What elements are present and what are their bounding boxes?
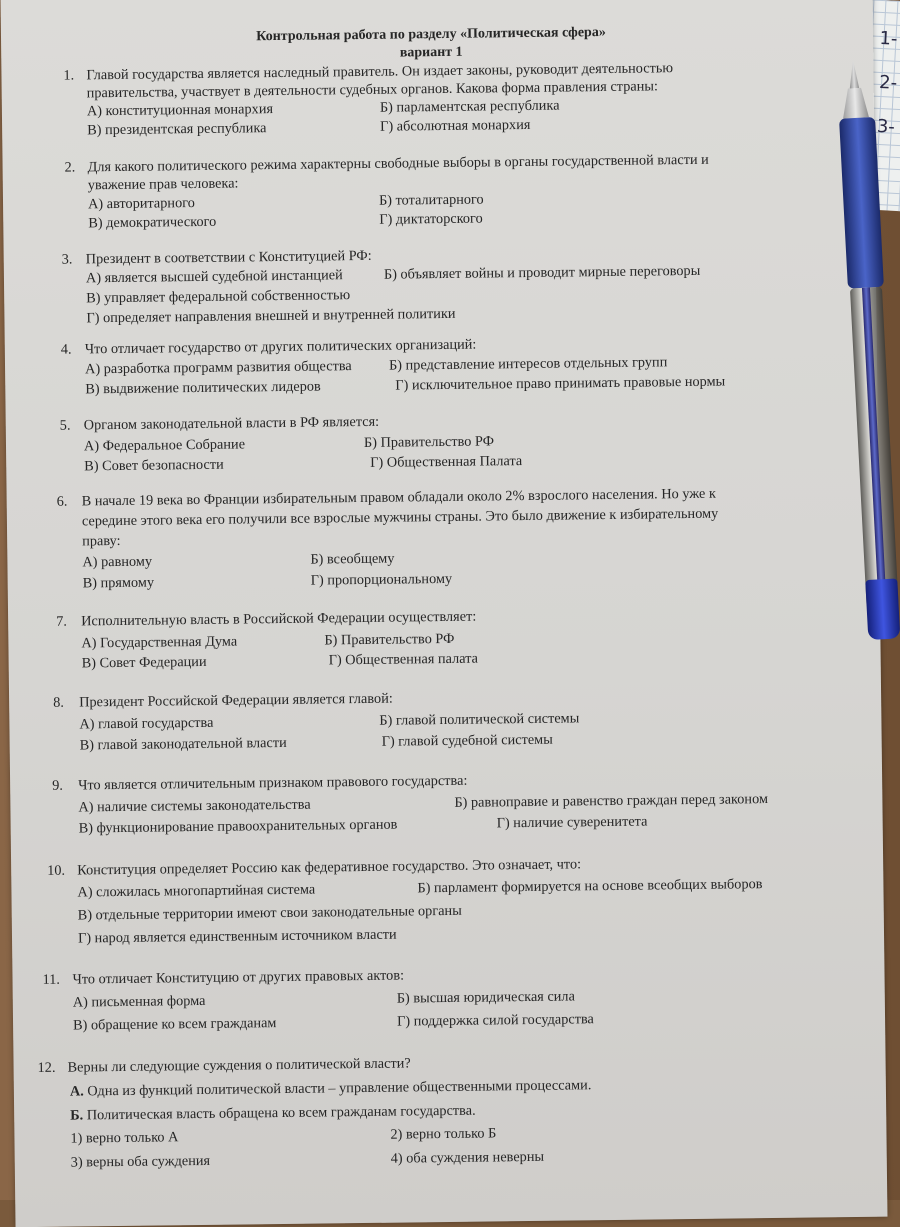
- option-d: Г) поддержка силой государства: [396, 1011, 594, 1030]
- question-text: Исполнительную власть в Российской Федерации осуществляет:: [81, 608, 477, 630]
- option-a: А) является высшей судебной инстанцией: [85, 267, 343, 287]
- question-text: Что отличает государство от других политических организаций:: [84, 336, 477, 358]
- question-number: 3.: [61, 251, 73, 268]
- question-number: 9.: [52, 777, 63, 794]
- option-3: 3) верны оба суждения: [70, 1152, 211, 1171]
- question-number: 5.: [59, 417, 71, 434]
- option-d: Г) пропорциональному: [310, 570, 453, 589]
- judgement-a-letter: А.: [69, 1083, 84, 1100]
- option-b: Б) Правительство РФ: [363, 433, 495, 451]
- option-a: А) разработка программ развития общества: [84, 358, 352, 378]
- question-text: Конституция определяет Россию как федеративное государство. Это означает, что:: [77, 856, 582, 879]
- option-c: В) обращение ко всем гражданам: [72, 1015, 277, 1034]
- page-title: Контрольная работа по разделу «Политическая сфера»: [256, 24, 606, 45]
- test-sheet: [1, 0, 888, 1227]
- pen-tip: [848, 60, 860, 90]
- option-d: Г) наличие суверенитета: [496, 813, 648, 832]
- grid-mark-3: 3-: [876, 115, 896, 138]
- option-b: Б) главой политической системы: [379, 710, 580, 729]
- question-number: 4.: [60, 341, 72, 358]
- option-4: 4) оба суждения неверны: [390, 1148, 545, 1167]
- option-a: А) конституционная монархия: [86, 101, 274, 120]
- question-text: Органом законодательной власти в РФ является:: [83, 413, 380, 434]
- option-b: Б) объявляет войны и проводит мирные переговоры: [383, 262, 701, 283]
- option-c: В) управляет федеральной собственностью: [86, 287, 351, 307]
- option-b: Б) равноправие и равенство граждан перед законом: [454, 791, 769, 811]
- option-d: Г) исключительное право принимать правовые нормы: [395, 373, 726, 394]
- question-text: Главой государства является наследный правитель. Он издает законы, руководит деятельностью: [86, 60, 674, 84]
- question-number: 7.: [56, 613, 67, 630]
- judgement-a: [70, 1076, 592, 1100]
- question-text: Что является отличительным признаком правового государства:: [78, 772, 468, 794]
- option-a: А) Государственная Дума: [81, 633, 238, 652]
- question-number: 11.: [42, 971, 60, 988]
- pen-end-cap: [865, 578, 900, 640]
- question-text: В начале 19 века во Франции избирательным правом обладали около 2% взрослого населения. Но уже к: [81, 485, 716, 510]
- question-text: Для какого политического режима характерны свободные выборы в органы государственной власти и: [87, 151, 709, 176]
- option-c: В) выдвижение политических лидеров: [85, 378, 321, 398]
- option-1: 1) верно только А: [70, 1129, 179, 1147]
- question-text: Верны ли следующие суждения о политической власти?: [67, 1055, 411, 1076]
- option-d: Г) Общественная Палата: [370, 453, 523, 471]
- question-text: правительства, участвует в деятельности судебных органов. Какова форма правления страны:: [86, 78, 658, 102]
- option-c: В) Совет Федерации: [81, 653, 207, 672]
- option-d: Г) абсолютная монархия: [380, 116, 531, 135]
- option-d: Г) главой судебной системы: [381, 731, 553, 750]
- option-b: Б) Правительство РФ: [324, 630, 455, 649]
- question-text: уважение прав человека:: [87, 175, 239, 194]
- grid-mark-2: 2-: [878, 71, 898, 94]
- option-b: Б) представление интересов отдельных групп: [388, 354, 668, 374]
- option-c: В) функционирование правоохранительных органов: [78, 816, 398, 837]
- judgement-a-text: Одна из функций политической власти – управление общественными процессами.: [87, 1077, 592, 1100]
- question-text: Президент в соответствии с Конституцией РФ:: [85, 247, 372, 268]
- option-a: А) наличие системы законодательства: [78, 796, 311, 816]
- page-subtitle: вариант 1: [399, 44, 463, 61]
- option-b: Б) всеобщему: [310, 550, 395, 568]
- grid-mark-1: 1-: [878, 27, 898, 50]
- option-d: Г) диктаторского: [379, 210, 483, 228]
- option-d: Г) определяет направления внешней и внутренней политики: [86, 305, 456, 327]
- pen-cone: [841, 87, 869, 118]
- judgement-b-text: Политическая власть обращена ко всем гражданам государства.: [86, 1102, 476, 1124]
- judgement-b-letter: Б.: [70, 1107, 84, 1124]
- option-c: В) главой законодательной власти: [79, 734, 287, 754]
- question-number: 1.: [63, 67, 75, 84]
- judgement-b: [70, 1102, 476, 1125]
- option-a: А) равному: [82, 553, 153, 571]
- option-c: В) Совет безопасности: [84, 456, 224, 475]
- option-c: В) демократического: [88, 213, 217, 232]
- option-c: В) отдельные территории имеют свои законодательные органы: [77, 902, 462, 924]
- option-b: Б) тоталитарного: [378, 191, 484, 209]
- question-text: Что отличает Конституцию от других правовых актов:: [72, 967, 405, 988]
- pen-grip: [839, 117, 884, 289]
- option-a: А) Федеральное Собрание: [83, 436, 246, 455]
- question-text: праву:: [82, 532, 121, 550]
- question-number: 12.: [37, 1059, 56, 1076]
- option-a: А) сложилась многопартийная система: [77, 881, 316, 901]
- option-a: А) авторитарного: [87, 195, 195, 213]
- option-c: В) прямому: [82, 574, 155, 592]
- option-b: Б) парламент формируется на основе всеобщих выборов: [417, 876, 763, 897]
- option-d: Г) народ является единственным источником власти: [77, 926, 397, 947]
- option-b: Б) парламентская республика: [379, 97, 560, 116]
- option-b: Б) высшая юридическая сила: [396, 988, 575, 1007]
- option-d: Г) Общественная палата: [328, 650, 479, 669]
- option-a: А) письменная форма: [72, 992, 206, 1011]
- question-text: Президент Российской Федерации является главой:: [79, 690, 393, 711]
- question-number: 10.: [47, 862, 66, 879]
- question-number: 2.: [64, 159, 76, 176]
- option-a: А) главой государства: [79, 714, 214, 733]
- question-number: 6.: [56, 493, 68, 510]
- question-number: 8.: [53, 694, 64, 711]
- question-text: середине этого века его получили все взрослые мужчины страны. Это было движение к избирательному: [81, 505, 719, 530]
- option-c: В) президентская республика: [87, 120, 267, 139]
- option-2: 2) верно только Б: [390, 1125, 497, 1143]
